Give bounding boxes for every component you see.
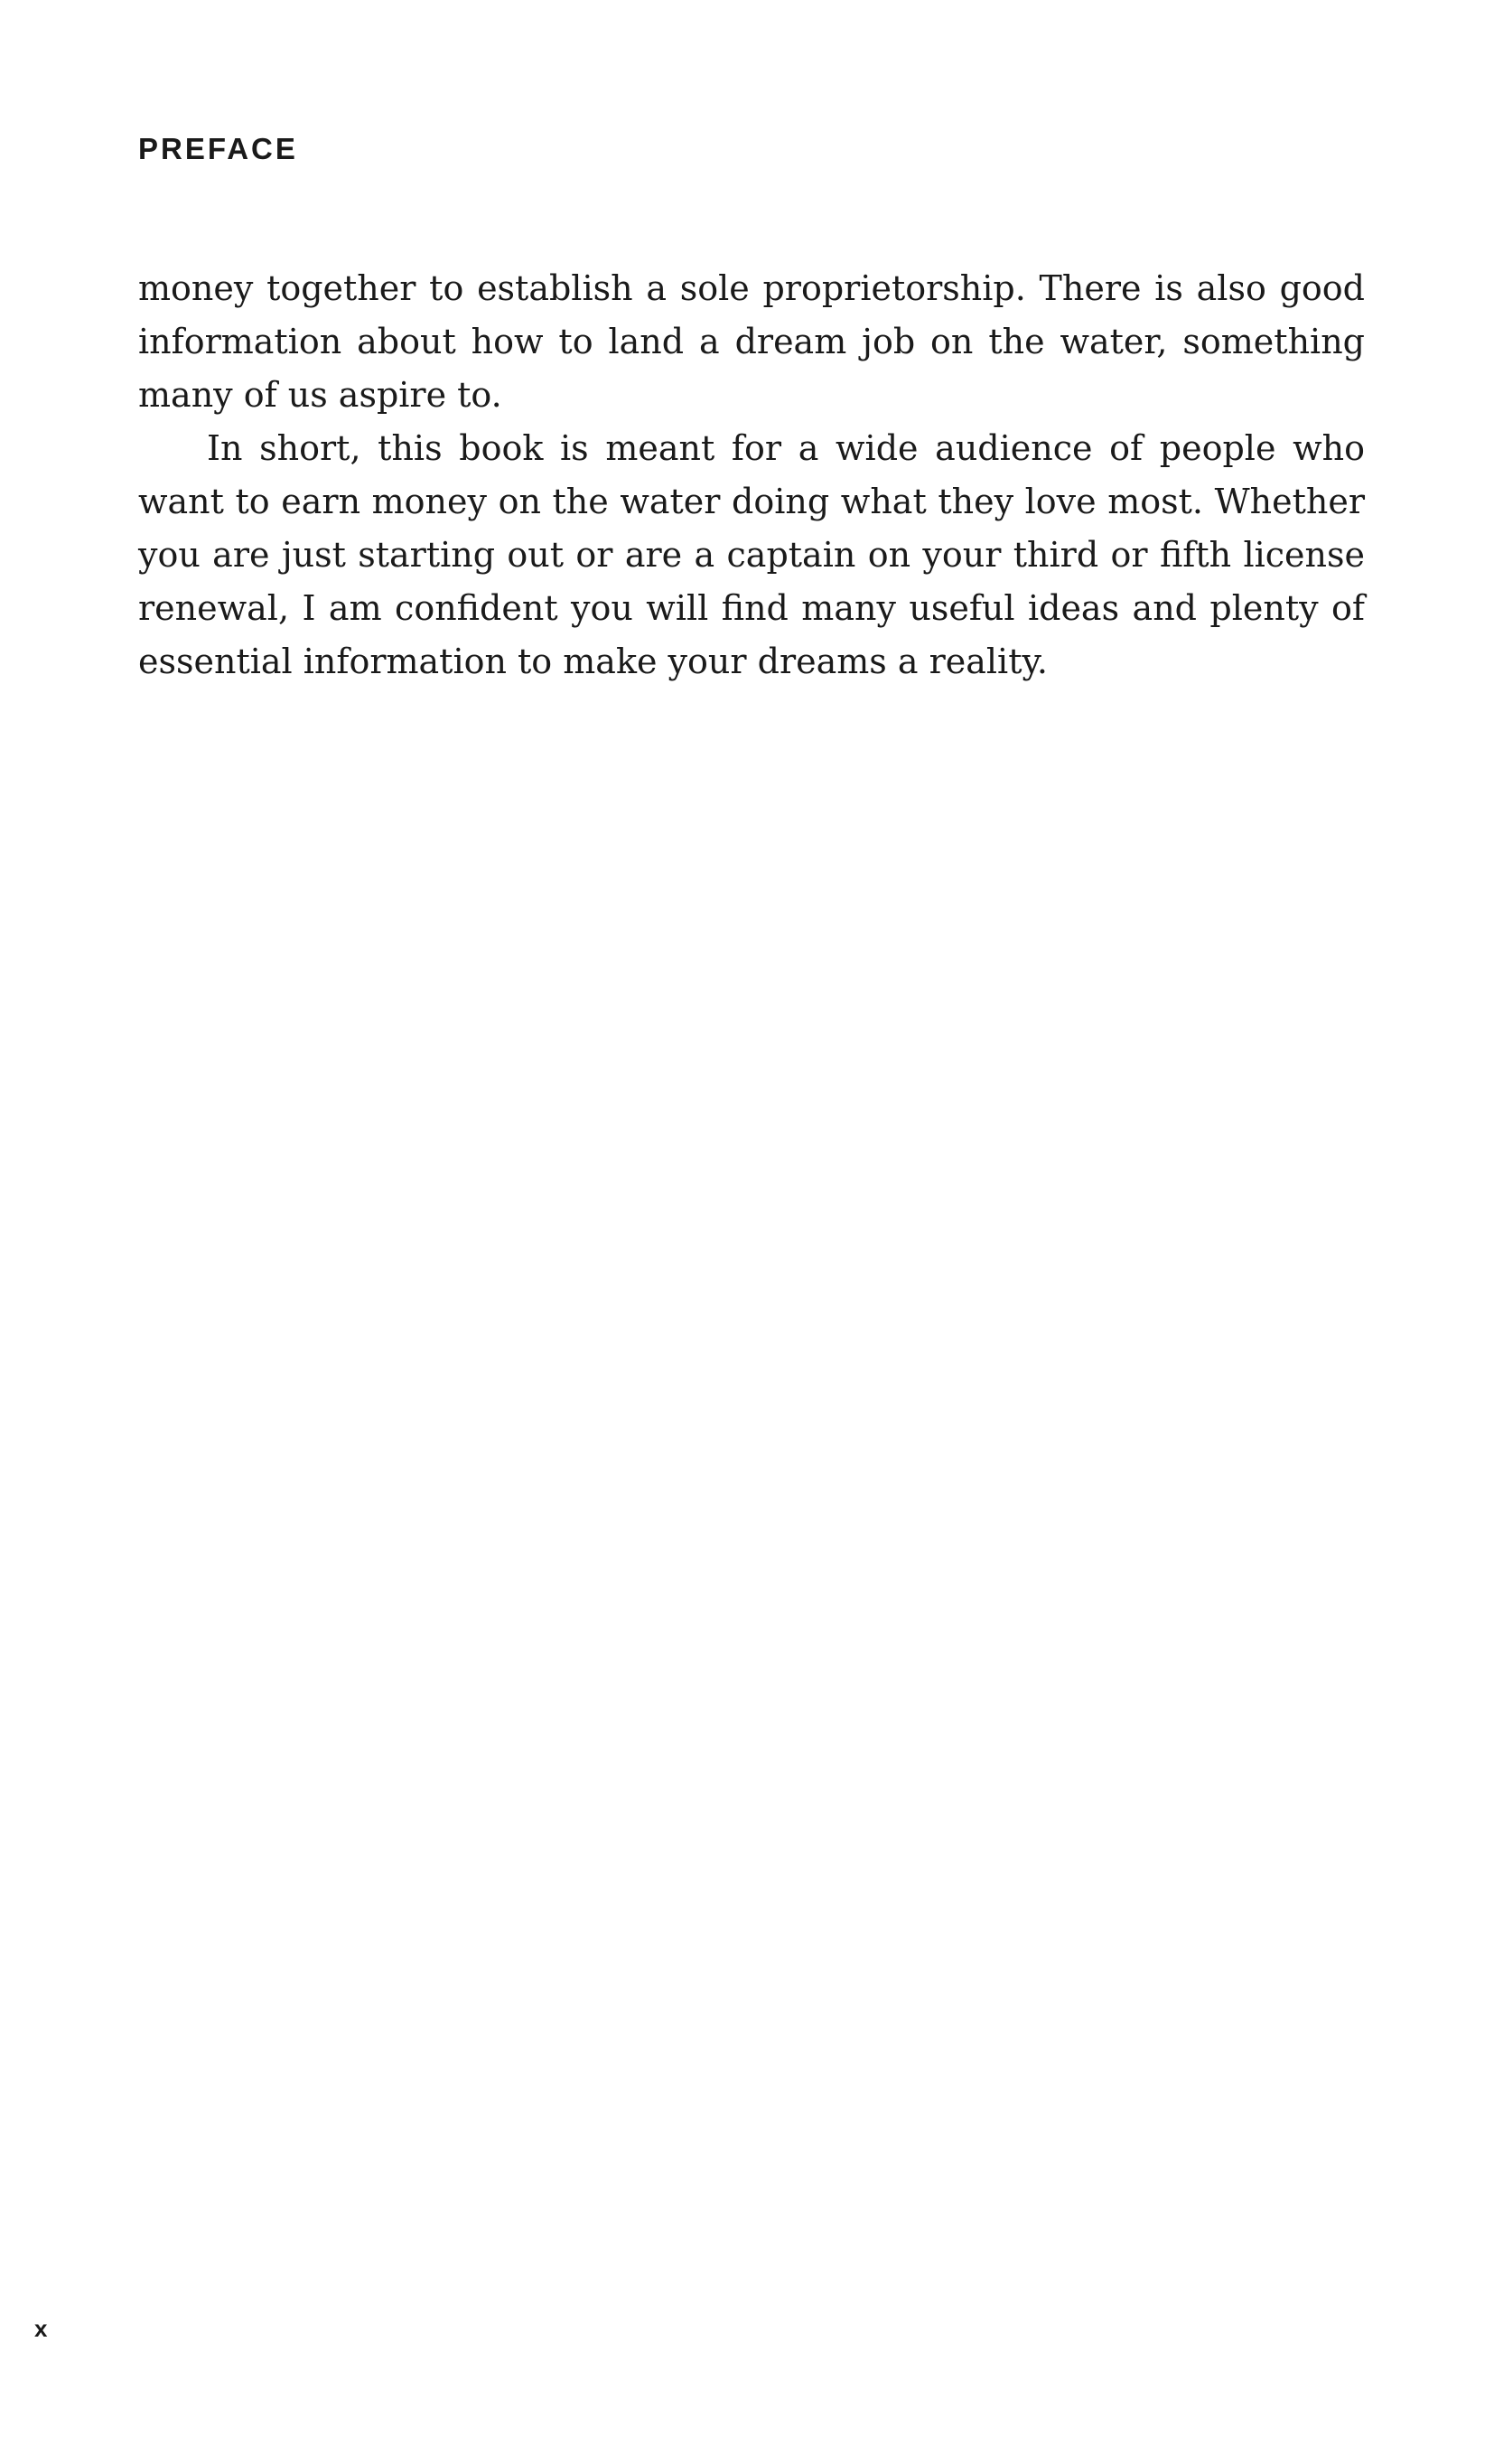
body-text: [138, 262, 1365, 689]
paragraph: In short, this book is meant for a wide audience of people who want to earn money on the water doing what they love most. Whether you are just starting out or are a captain on your third or fifth license renewal, I am confident you will find many useful ideas and plenty of essential information to make your dreams a reality.: [138, 428, 1365, 681]
page-number: x: [34, 2315, 48, 2342]
running-head: PREFACE: [138, 132, 298, 165]
paragraph-continued: money together to establish a sole proprietorship. There is also good information about how to land a dream job on the water, something many of us aspire to.: [138, 268, 1365, 415]
